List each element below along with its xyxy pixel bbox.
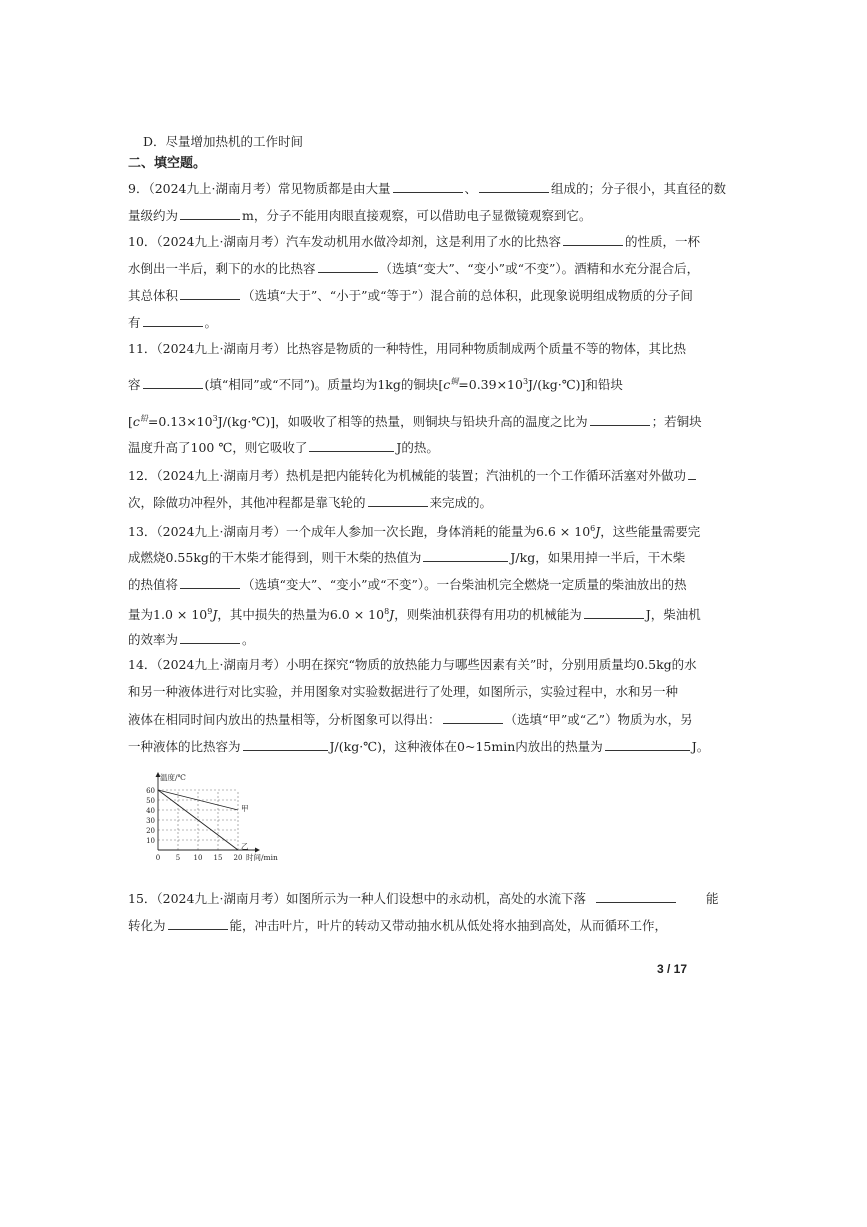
answer-blank[interactable] [584, 606, 644, 619]
question-10-line-2 [128, 260, 699, 277]
question-10-line-1 [128, 233, 700, 250]
q9-text: 组成的；分子很小，其直径的数 [551, 181, 727, 196]
question-11-line-4 [128, 439, 439, 456]
q13-text: J，柴油机 [645, 607, 701, 623]
unit: J [595, 524, 601, 540]
q13-text: 的热值将 [128, 577, 179, 592]
y-tick-label: 50 [146, 797, 155, 805]
q13-text: ，则柴油机获得有用功的机械能为 [394, 607, 582, 623]
q13-text: 13．（2024九上·湖南月考）一个成年人参加一次长跑，身体消耗的能量为 [128, 524, 536, 540]
q13-text: J/kg，如果用掉一半后，干木柴 [510, 550, 686, 565]
question-14-line-1 [128, 657, 697, 673]
q15-text: 能 [705, 891, 719, 906]
x-axis-arrow [255, 848, 260, 853]
q13-text: 。 [242, 632, 255, 647]
answer-blank[interactable] [688, 467, 696, 480]
q10-text: 有 [128, 315, 141, 330]
q11-text: 11．（2024九上·湖南月考）比热容是物质的一种特性，用同种物质制成两个质量不等的物体，其比热 [128, 341, 686, 356]
q9-text: m，分子不能用肉眼直接观察，可以借助电子显微镜观察到它。 [242, 208, 592, 223]
math-value: 1.0 × 10 [153, 607, 208, 623]
q11-text: J/(kg·℃)]，如吸收了相等的热量，则铜块与铅块升高的温度之比为 [217, 414, 588, 430]
q11-text: J的热。 [396, 440, 439, 455]
answer-blank[interactable] [596, 890, 676, 903]
symbol-c: c [132, 414, 140, 430]
question-14-line-4 [128, 738, 709, 755]
answer-blank[interactable] [368, 494, 428, 507]
answer-blank[interactable] [243, 738, 328, 751]
q11-text: J/(kg·℃)]和铅块 [528, 377, 623, 393]
answer-blank[interactable] [143, 314, 203, 327]
q11-text: 容 [128, 377, 141, 393]
q10-text: 水倒出一半后，剩下的水的比热容 [128, 261, 316, 276]
q11-text: =0.39×10 [458, 377, 523, 393]
question-13-line-2 [128, 549, 685, 566]
x-tick-label: 10 [193, 854, 203, 862]
q10-text: 10．（2024九上·湖南月考）汽车发动机用水做冷却剂，这是利用了水的比热容 [128, 234, 561, 249]
option-d: D．尽量增加热机的工作时间 [143, 134, 304, 149]
q14-text: J/(kg·℃)，这种液体在0~15min内放出的热量为 [329, 739, 603, 754]
question-14-line-3 [128, 711, 693, 728]
answer-blank[interactable] [180, 576, 240, 589]
exponent: 9 [207, 607, 213, 616]
series-label: 乙 [241, 842, 249, 851]
answer-blank[interactable] [180, 287, 240, 300]
q10-text: 。 [204, 315, 218, 330]
answer-blank[interactable] [443, 711, 503, 724]
question-15-line-2 [128, 917, 667, 934]
answer-blank[interactable] [423, 549, 508, 562]
answer-blank[interactable] [168, 917, 228, 930]
answer-blank[interactable] [309, 439, 394, 452]
q14-text: 14．（2024九上·湖南月考）小明在探究“物质的放热能力与哪些因素有关”时，分别用质量均0.5kg的水 [128, 657, 697, 672]
q11-text: (填“相同”或“不同”)。质量均为1kg的铜块[ [204, 377, 444, 393]
q9-text: 、 [464, 181, 478, 196]
y-axis-label: 温度/℃ [160, 773, 186, 782]
q14-text: 和另一种液体进行对比实验，并用图象对实验数据进行了处理，如图所示，实验过程中，水和另一种 [128, 684, 679, 699]
answer-blank[interactable] [563, 233, 623, 246]
q9-text: 量级约为 [128, 208, 179, 223]
question-12-line-2 [128, 494, 492, 511]
question-10-line-4 [128, 314, 217, 331]
question-11-line-2 [128, 374, 623, 393]
question-9-line-2 [128, 207, 591, 224]
question-15-line-1 [128, 890, 718, 907]
exponent: 3 [212, 414, 218, 423]
question-13-line-5 [128, 631, 255, 648]
q15-text: 能，冲击叶片，叶片的转动又带动抽水机从低处将水抽到高处，从而循环工作， [229, 918, 668, 933]
q15-text: 15．（2024九上·湖南月考）如图所示为一种人们设想中的永动机，高处的水流下落 [128, 891, 586, 906]
math-value: 6.6 × 10 [535, 524, 591, 540]
unit: J [389, 607, 395, 623]
x-axis-label: 时间/min [246, 853, 278, 862]
unit: J [212, 607, 218, 623]
q13-text: 量为 [128, 607, 154, 623]
q11-text: =0.13×10 [147, 414, 213, 430]
q14-text: （选填“甲”或“乙”）物质为水，另 [504, 712, 693, 727]
q10-text: 的性质，一杯 [624, 234, 700, 249]
q14-text: J。 [691, 739, 710, 754]
exponent: 6 [590, 524, 596, 533]
answer-blank[interactable] [180, 631, 240, 644]
q9-text: 9．（2024九上·湖南月考）常见物质都是由大量 [128, 181, 391, 196]
question-13-line-4 [128, 604, 701, 623]
question-11-line-1 [128, 341, 686, 357]
y-tick-label: 10 [146, 837, 155, 845]
math-value: 6.0 × 10 [329, 607, 385, 623]
x-tick-label: 0 [155, 854, 161, 862]
answer-blank[interactable] [605, 738, 690, 751]
answer-blank[interactable] [479, 180, 549, 193]
answer-blank[interactable] [143, 376, 203, 389]
subscript: 铅 [139, 414, 148, 423]
x-tick-label: 15 [213, 854, 223, 862]
subscript: 铜 [450, 377, 459, 386]
question-13-line-1 [128, 521, 700, 540]
question-11-line-3 [128, 411, 702, 430]
question-10-line-3 [128, 287, 693, 304]
q14-text: 液体在相同时间内放出的热量相等，分析图象可以得出： [128, 712, 441, 727]
y-tick-label: 30 [146, 817, 155, 825]
q12-text: 12．（2024九上·湖南月考）热机是把内能转化为机械能的装置；汽油机的一个工作循环活塞对外做功 [128, 468, 686, 483]
q13-text: 的效率为 [128, 632, 179, 647]
q10-text: 其总体积 [128, 288, 179, 303]
y-tick-label: 40 [146, 807, 155, 815]
q10-text: （选填“大于”、“小于”或“等于”）混合前的总体积，此现象说明组成物质的分子间 [242, 288, 693, 303]
series-label: 甲 [241, 804, 249, 813]
question-13-line-3 [128, 576, 687, 593]
q12-text: 次，除做功冲程外，其他冲程都是靠飞轮的 [128, 495, 366, 510]
y-tick-label: 60 [146, 787, 155, 795]
q11-text: ；若铜块 [651, 414, 702, 430]
y-tick-label: 20 [146, 827, 155, 835]
answer-blank[interactable] [590, 413, 650, 426]
q15-text: 转化为 [128, 918, 166, 933]
q10-text: （选填“变大”、“变小”或“不变”）。酒精和水充分混合后， [379, 261, 700, 276]
q13-text: ，其中损失的热量为 [217, 607, 330, 623]
q11-text: 温度升高了100 ℃，则它吸收了 [128, 440, 308, 455]
question-14-line-2 [128, 684, 678, 700]
q11-text: [ [128, 414, 133, 430]
x-tick-label: 5 [175, 854, 181, 862]
q13-text: 成燃烧0.55kg的干木柴才能得到，则干木柴的热值为 [128, 550, 422, 565]
page-number: 3 / 17 [656, 962, 687, 976]
symbol-c: c [443, 377, 451, 393]
q13-text: ，这些能量需要完 [600, 524, 701, 540]
q14-text: 一种液体的比热容为 [128, 739, 241, 754]
question-9-line-1 [128, 180, 726, 197]
question-12-line-1 [128, 467, 698, 484]
q13-text: （选填“变大”、“变小”或“不变”）。一台柴油机完全燃烧一定质量的柴油放出的热 [242, 577, 687, 592]
exponent: 8 [384, 607, 390, 616]
temperature-time-graph [128, 768, 298, 878]
q12-text: 来完成的。 [429, 495, 493, 510]
answer-blank[interactable] [318, 260, 378, 273]
exponent: 3 [522, 377, 529, 386]
section-title: 二、填空题。 [128, 156, 207, 171]
answer-blank[interactable] [393, 180, 463, 193]
x-tick-label: 20 [233, 854, 243, 862]
answer-blank[interactable] [180, 207, 240, 220]
